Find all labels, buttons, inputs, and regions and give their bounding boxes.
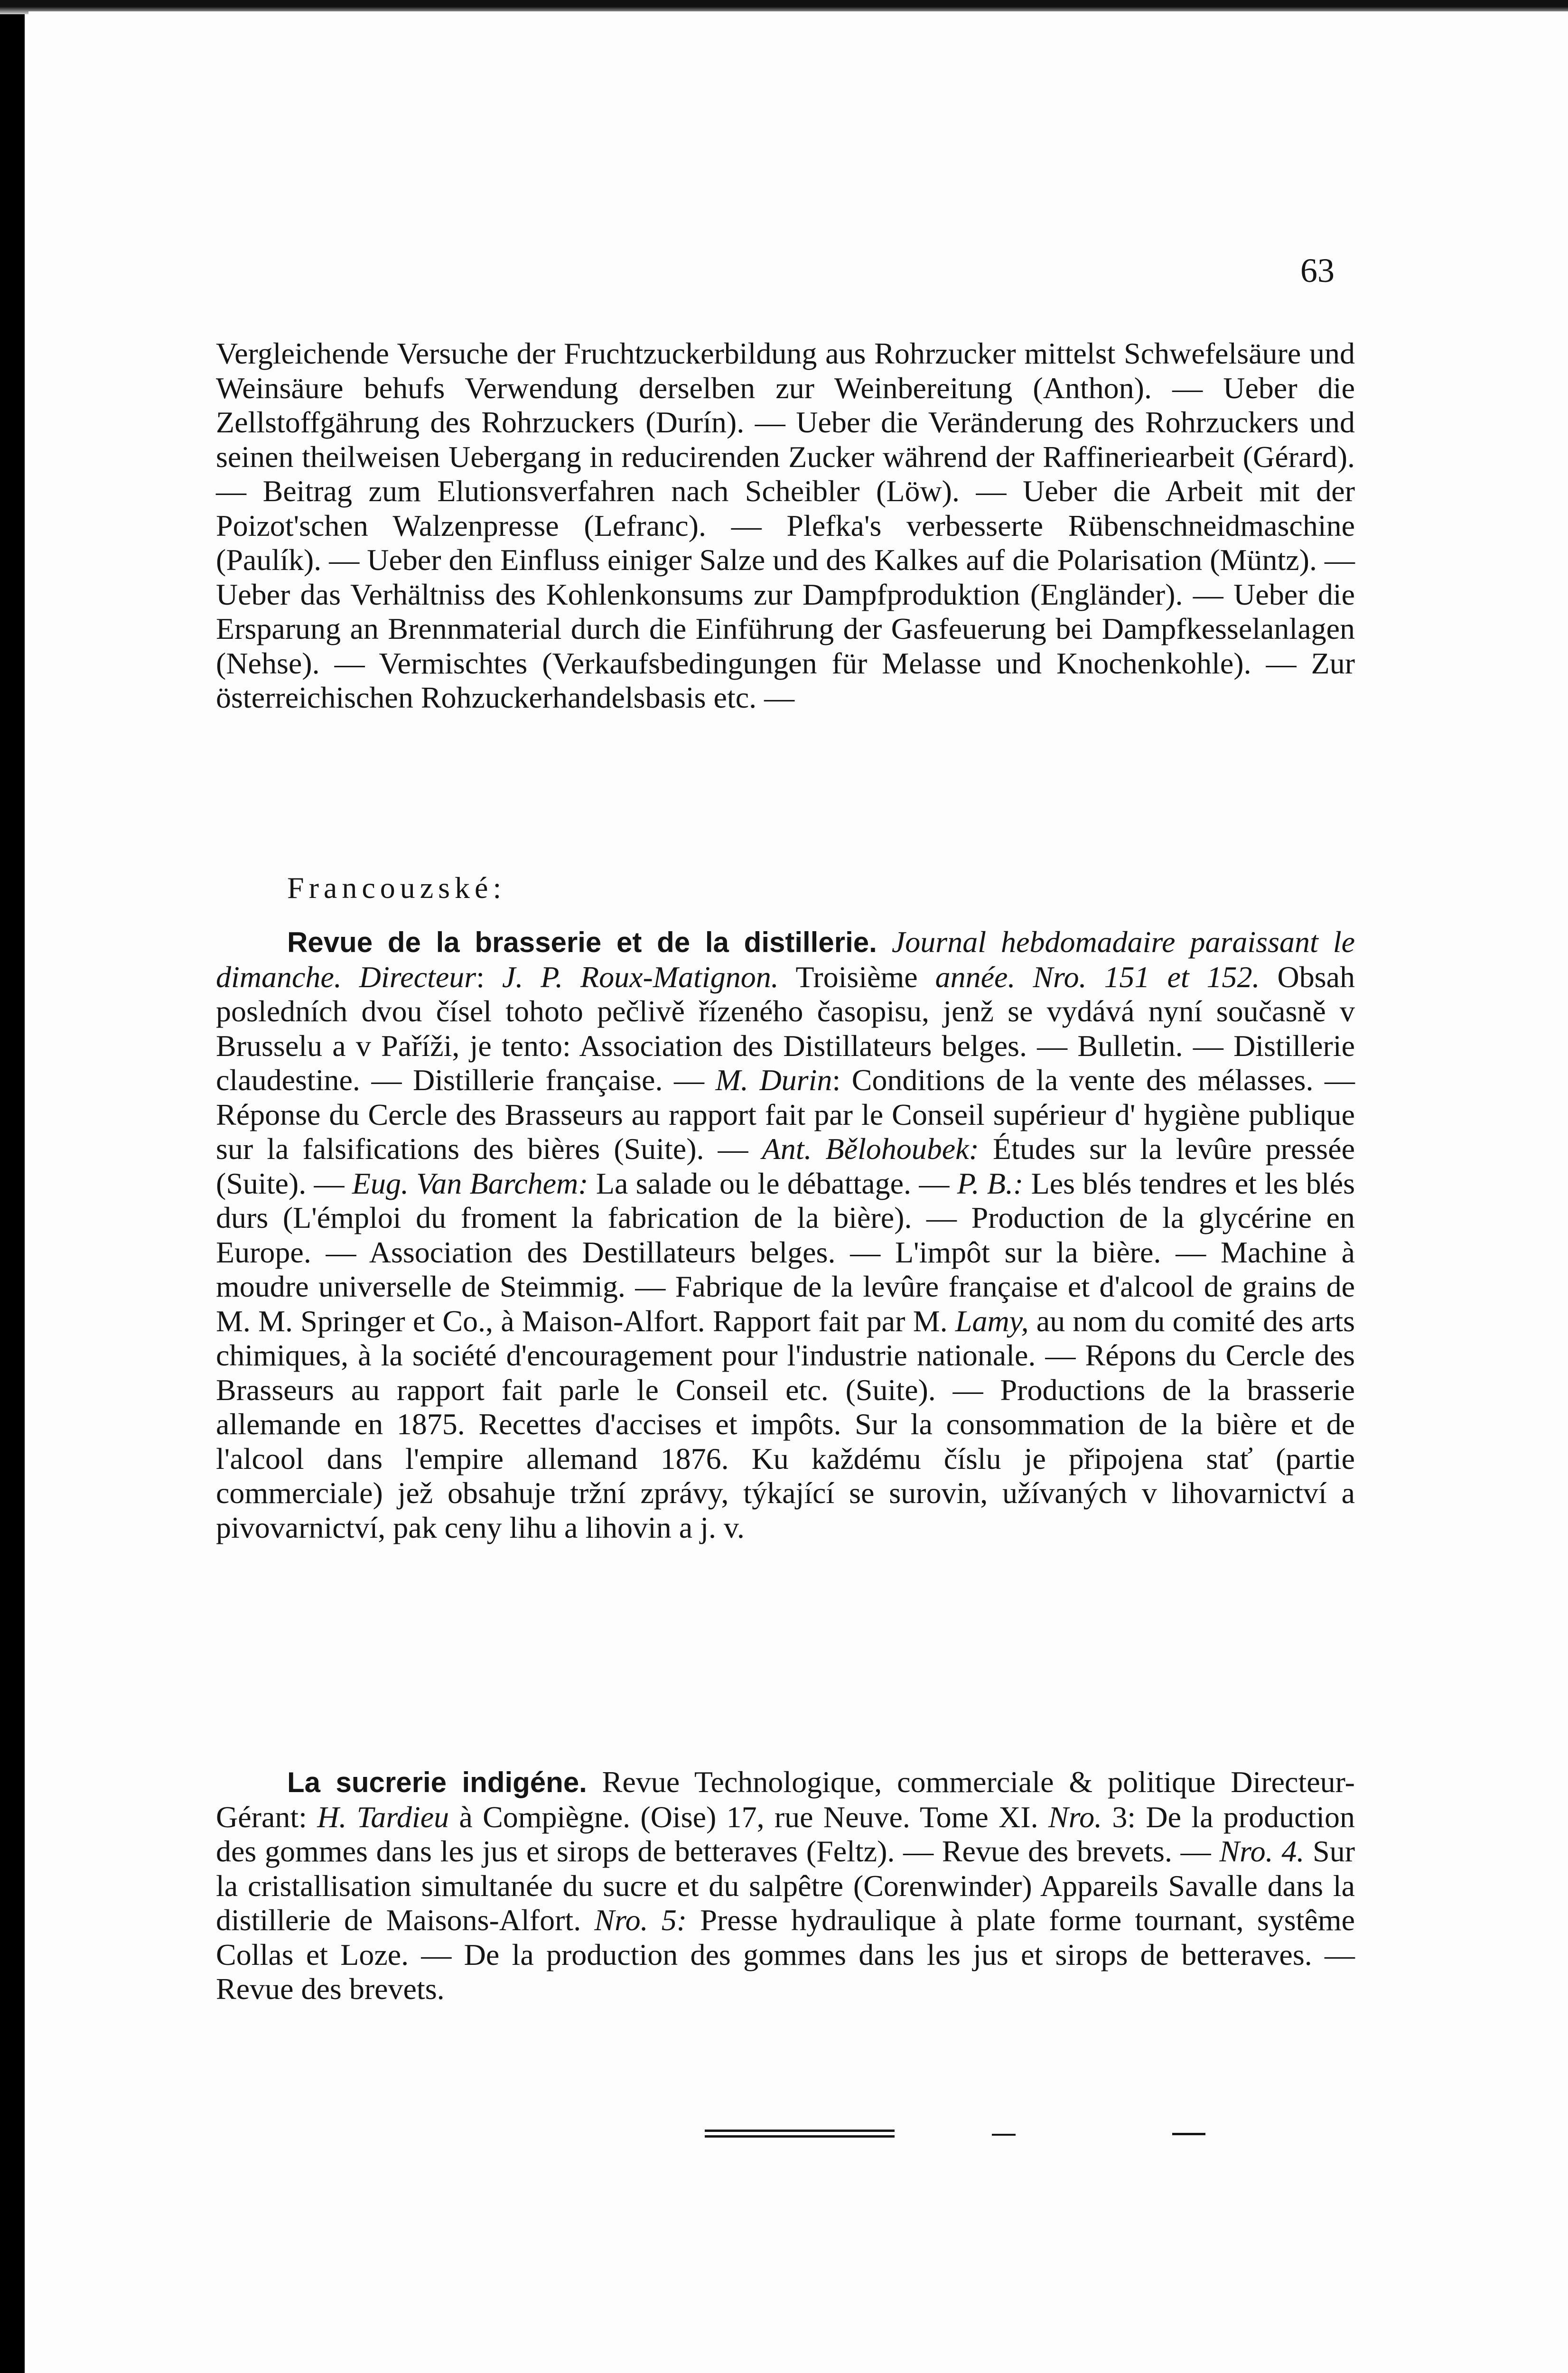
revue-author-pb: P. B.: <box>957 1166 1024 1200</box>
revue-text-6: Les blés tendres et les blés durs (L'émploi du froment la fabrication de la bière). — Production de la glycérine en Europe. — Association des Destillateurs belges. — L'impôt sur la bière. — Machine à moudre universelle de Steimmig. — Fabrique de la levûre française et d'alcool de grains de M. M. Springer et Co., à Maison-Alfort. Rapport fait par M. <box>216 1166 1355 1338</box>
end-rule-upper <box>705 2130 895 2132</box>
sucrerie-text-5: Presse hydraulique à plate forme tournant, systême Collas et Loze. — De la production des gommes dans les jus et sirops de betteraves. — Revue des brevets. <box>216 1903 1355 2006</box>
german-articles-paragraph: Vergleichende Versuche der Fruchtzuckerbildung aus Rohrzucker mittelst Schwefelsäure und Weinsäure behufs Verwendung derselben zur Weinbereitung (Anthon). — Ueber die Zellstoffgährung des Rohrzuckers (Durín). — Ueber die Veränderung des Rohrzuckers und seinen theilweisen Uebergang in reducirenden Zucker während der Raffineriearbeit (Gérard). — Beitrag zum Elutionsverfahren nach Scheibler (Löw). — Ueber die Arbeit mit der Poizot'schen Walzenpresse (Lefranc). — Plefka's verbesserte Rübenschneidmaschine (Paulík). — Ueber den Einfluss einiger Salze und des Kalkes auf die Polarisation (Müntz). — Ueber das Verhältniss des Kohlenkonsums zur Dampfproduktion (Engländer). — Ueber die Ersparung an Brennmaterial durch die Einführung der Gasfeuerung bei Dampfkesselanlagen (Nehse). — Vermischtes (Verkaufsbedingungen für Melasse und Knochenkohle). — Zur österreichischen Rohzuckerhandelsbasis etc. — <box>216 336 1355 714</box>
revue-author-lamy: Lamy, <box>955 1304 1029 1338</box>
end-rule-lower <box>705 2135 895 2138</box>
revue-journal-description: Journal hebdomadaire paraissant le dimanche. Directeur <box>216 925 1355 994</box>
revue-text-7: au nom du comité des arts chimiques, à la société d'encouragement pour l'industrie nationale. — Répons du Cercle des Brasseurs au rapport fait parle le Conseil etc. (Suite). — Productions de la brasserie allemande en 1875. Recettes d'accises et impôts. Sur la consommation de la bière et de l'alcool dans l'empire allemand 1876. Ku každému číslu je připojena stať (partie commerciale) jež obsahuje tržní zprávy, týkající se surovin, užívaných v lihovarnictví a pivovarnictví, pak ceny lihu a lihovin a j. v. <box>216 1304 1355 1544</box>
revue-text-4: Études sur la levûre pressée (Suite). — <box>216 1132 1355 1200</box>
scan-border-left <box>0 0 25 2373</box>
sucrerie-text-4: Sur la cristallisation simultanée du sucre et du salpêtre (Corenwinder) Appareils Savalle dans la distillerie de Maisons-Alfort. <box>216 1834 1355 1937</box>
section-heading-francouzske: Francouzské: <box>287 871 506 905</box>
document-page <box>28 11 1568 2373</box>
revue-issues: année. Nro. 151 et 152. <box>935 960 1260 994</box>
sucrerie-nro-4: Nro. 4. <box>1219 1834 1305 1868</box>
sucrerie-nro-5: Nro. 5: <box>594 1903 687 1937</box>
revue-text-2: Obsah posledních dvou čísel tohoto pečlivě řízeného časopisu, jenž se vydává nyní současně v Brusselu a v Paříži, je tento: Association des Distillateurs belges. — Bulletin. — Distillerie claudestine. — Distillerie française. — <box>216 960 1355 1097</box>
end-dash-mark-right <box>1172 2133 1205 2135</box>
revue-text-5: La salade ou le débattage. — <box>588 1166 957 1200</box>
revue-text-3: : Conditions de la vente des mélasses. — Réponse du Cercle des Brasseurs au rapport fait par le Conseil supérieur d' hygiène publique sur la falsifications des bières (Suite). — <box>216 1063 1355 1166</box>
sucrerie-text-2: à Compiègne. (Oise) 17, rue Neuve. Tome XI. <box>449 1800 1048 1834</box>
end-dash-mark <box>992 2134 1016 2136</box>
revue-author-van-barchem: Eug. Van Barchem: <box>352 1166 588 1200</box>
revue-author-durin: M. Durin <box>715 1063 832 1097</box>
sucrerie-text-1: Revue Technologique, commerciale & politique Directeur-Gérant: <box>216 1765 1355 1834</box>
revue-director: J. P. Roux-Matignon. <box>502 960 779 994</box>
page-number: 63 <box>1300 252 1335 290</box>
sucrerie-director: H. Tardieu <box>317 1800 449 1834</box>
revue-author-belohoubek: Ant. Bělohoubek: <box>762 1132 979 1166</box>
revue-brasserie-entry <box>216 925 1355 1545</box>
sucrerie-text-3: 3: De la production des gommes dans les jus et sirops de betteraves (Feltz). — Revue des brevets. — <box>216 1800 1355 1868</box>
sucrerie-nro-3: Nro. <box>1048 1800 1102 1834</box>
revue-text-1: Troisième <box>778 960 935 994</box>
revue-title: Revue de la brasserie et de la distillerie. <box>287 926 877 958</box>
revue-colon: : <box>476 960 502 994</box>
sucrerie-indigene-entry <box>216 1765 1355 2007</box>
sucrerie-title: La sucrerie indigéne. <box>287 1766 587 1798</box>
